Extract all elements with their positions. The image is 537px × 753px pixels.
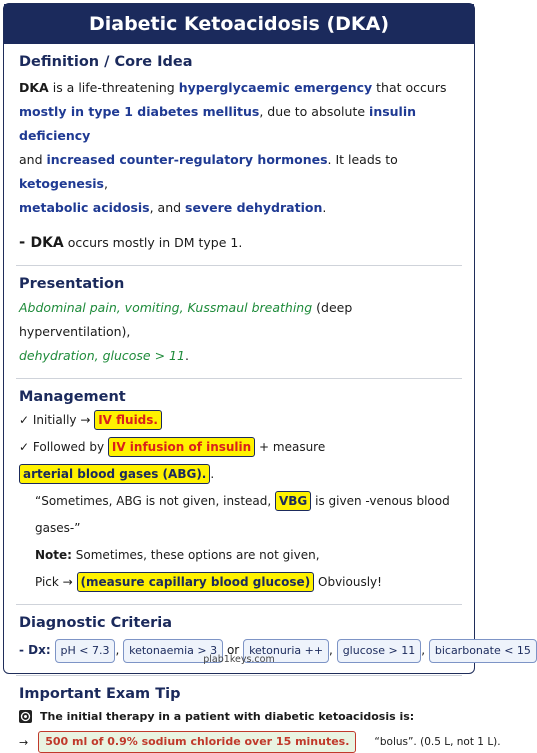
definition-section (4, 44, 474, 255)
text-span: is a life-threatening (48, 80, 179, 95)
text-span: is given -venous blood gases-” (35, 494, 450, 535)
management-line-2 (19, 434, 460, 488)
exam-question: The initial therapy in a patient with diabetic ketoacidosis is: (40, 710, 415, 723)
highlight: IV infusion of insulin (108, 437, 255, 457)
management-line-1 (19, 407, 460, 434)
exam-answer-row (19, 731, 501, 753)
text-span: that occurs (372, 80, 447, 95)
exam-question-row (19, 710, 460, 723)
card (3, 3, 531, 749)
keyword: metabolic acidosis (19, 200, 150, 215)
text-span: occurs mostly in DM type 1. (63, 235, 243, 250)
presentation-section (4, 266, 474, 378)
highlight: (measure capillary blood glucose) (77, 572, 315, 592)
separator: , (329, 643, 333, 657)
symptom-text: dehydration, glucose > 11 (19, 348, 185, 363)
text-span: (deep hyperventilation), (19, 300, 353, 339)
management-line-3 (19, 488, 460, 542)
footer-site: plab1keys.com (203, 654, 275, 665)
keyword: insulin deficiency (19, 104, 417, 143)
text-span: + measure (255, 440, 326, 454)
management-section (4, 379, 474, 604)
target-icon (19, 710, 32, 723)
answer-box: 500 ml of 0.9% sodium chloride over 15 minutes. (38, 731, 356, 753)
text-span: . (322, 200, 327, 215)
symptom-text: Abdominal pain, vomiting, Kussmaul breathing (19, 300, 313, 315)
text-span: Followed by (29, 440, 108, 454)
highlight: VBG (275, 491, 311, 511)
definition-text (19, 76, 460, 220)
keyword: mostly in type 1 diabetes mellitus (19, 104, 260, 119)
term-dka: DKA (19, 80, 49, 95)
criterion-badge: ketonaemia > 3 (123, 639, 223, 663)
text-span: Obviously! (314, 575, 382, 589)
keyword: hyperglycaemic emergency (178, 80, 373, 95)
text-span: . (184, 348, 189, 363)
text-span: , and (149, 200, 186, 215)
text-span: and (19, 152, 47, 167)
management-heading: Management (19, 389, 126, 405)
exam-tip-section (4, 676, 501, 753)
definition-heading: Definition / Core Idea (19, 54, 193, 70)
keyword: increased counter-regulatory hormones (46, 152, 328, 167)
text-span: Sometimes, these options are not given, (71, 548, 320, 562)
keyword: ketogenesis (19, 176, 104, 191)
criterion-badge: bicarbonate < 15 (429, 639, 537, 663)
exam-tip-heading: Important Exam Tip (19, 686, 181, 702)
text-span: Initially → (29, 413, 95, 427)
keyword: severe dehydration (185, 200, 323, 215)
note-bold: Note: (35, 548, 72, 562)
page-title: Diabetic Ketoacidosis (DKA) (4, 4, 474, 44)
management-line-5 (19, 569, 460, 596)
criterion-badge: pH < 7.3 (55, 639, 116, 663)
criterion-badge: ketonuria ++ (243, 639, 329, 663)
separator: or (226, 643, 240, 657)
criterion-badge: glucose > 11 (337, 639, 422, 663)
text-span: , due to absolute (259, 104, 370, 119)
answer-note: “bolus”. (0.5 L, not 1 L). (374, 736, 501, 748)
dx-prefix: - Dx: (19, 643, 51, 657)
dash: - (19, 233, 31, 251)
presentation-text (19, 296, 460, 368)
highlight: IV fluids. (94, 410, 162, 430)
check-icon: ✓ (19, 413, 30, 427)
note-bold: DKA (30, 235, 64, 251)
check-icon: ✓ (19, 440, 30, 454)
arrow-icon: → (19, 735, 29, 749)
text-span: . (210, 467, 215, 481)
diagnostic-heading: Diagnostic Criteria (19, 615, 173, 631)
separator: , (421, 643, 426, 657)
presentation-heading: Presentation (19, 276, 125, 292)
text-span: . It leads to (327, 152, 398, 167)
text-span: , (104, 176, 108, 191)
text-span: “Sometimes, ABG is not given, instead, (35, 494, 275, 508)
management-line-4 (19, 542, 460, 569)
separator: , (115, 643, 120, 657)
definition-note (19, 230, 460, 255)
text-span: Pick → (35, 575, 77, 589)
highlight: arterial blood gases (ABG). (19, 464, 210, 484)
